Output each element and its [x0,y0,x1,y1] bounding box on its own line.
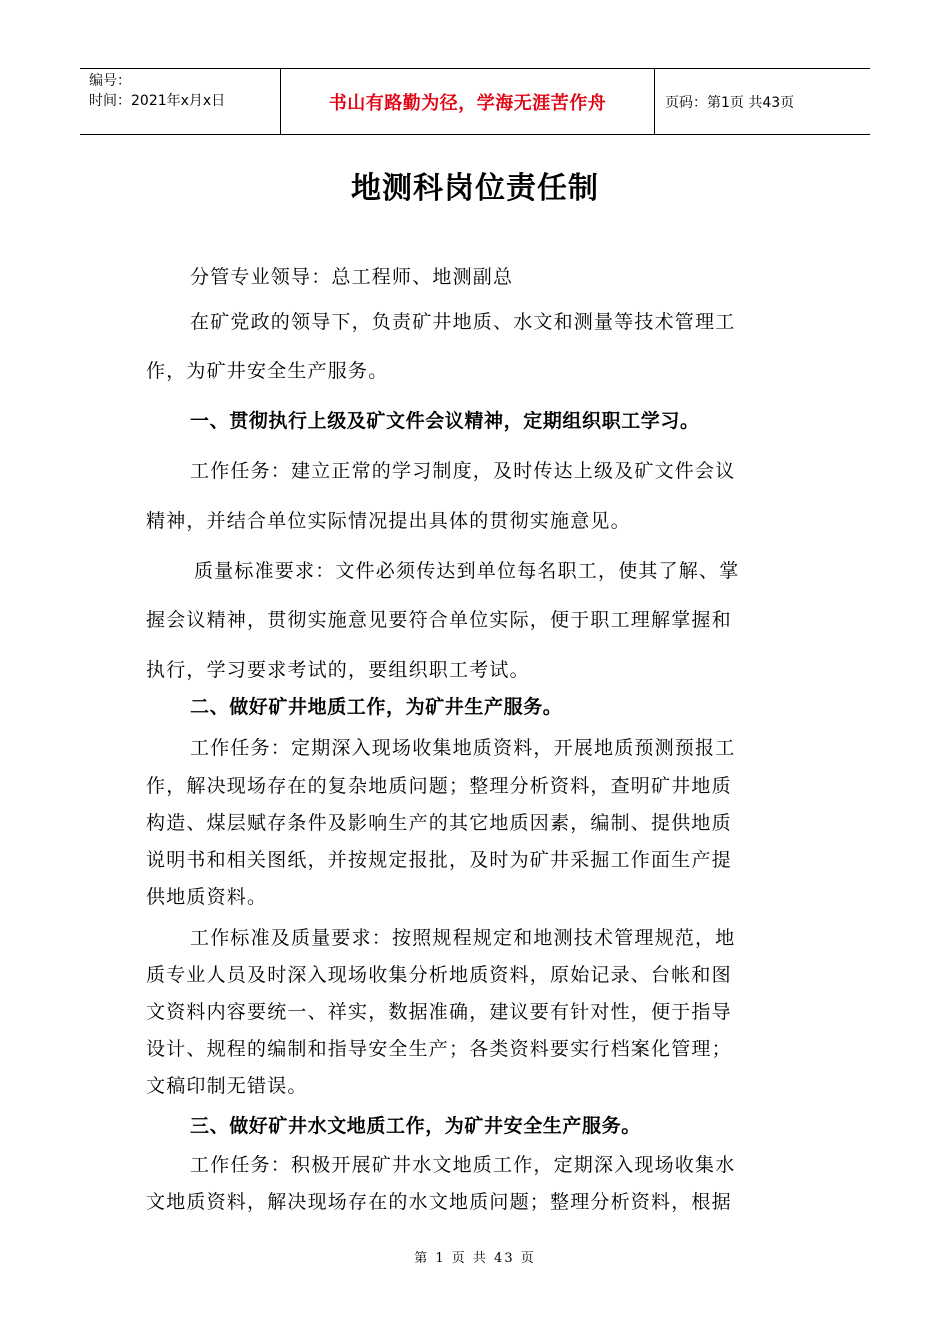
header-meta-cell [80,69,281,134]
header-page-number: 页码：第1页 共43页 [665,94,795,111]
document-number-label: 编号： [89,73,131,89]
header-motto: 书山有路勤为径，学海无涯苦作舟 [328,92,607,114]
paragraph-line: 分管专业领导：总工程师、地测副总 [190,266,514,288]
page-footer: 第 1 页 共 43 页 [414,1251,536,1266]
paragraph-line: 在矿党政的领导下，负责矿井地质、水文和测量等技术管理工 [190,311,736,333]
paragraph-line: 说明书和相关图纸，并按规定报批，及时为矿井采掘工作面生产提 [146,849,732,871]
paragraph-line: 质专业人员及时深入现场收集分析地质资料，原始记录、台帐和图 [146,964,732,986]
paragraph-line: 设计、规程的编制和指导安全生产；各类资料要实行档案化管理； [146,1038,732,1060]
paragraph-line: 作，为矿井安全生产服务。 [146,360,389,382]
paragraph-line: 作，解决现场存在的复杂地质问题；整理分析资料，查明矿井地质 [146,775,732,797]
paragraph-line: 文资料内容要统一、祥实，数据准确，建议要有针对性，便于指导 [146,1001,732,1023]
header-motto-cell [281,69,655,134]
paragraph-line: 构造、煤层赋存条件及影响生产的其它地质因素，编制、提供地质 [146,812,732,834]
paragraph-line: 握会议精神，贯彻实施意见要符合单位实际，便于职工理解掌握和 [146,609,732,631]
section-heading-3: 三、做好矿井水文地质工作，为矿井安全生产服务。 [190,1115,641,1137]
paragraph-line: 工作任务：建立正常的学习制度，及时传达上级及矿文件会议 [190,460,736,482]
paragraph-line: 文稿印制无错误。 [146,1075,308,1097]
header-page-cell [655,69,870,134]
document-title: 地测科岗位责任制 [351,171,599,206]
paragraph-line: 精神，并结合单位实际情况提出具体的贯彻实施意见。 [146,510,631,532]
section-heading-1: 一、贯彻执行上级及矿文件会议精神，定期组织职工学习。 [190,410,700,432]
section-heading-2: 二、做好矿井地质工作，为矿井生产服务。 [190,696,563,718]
paragraph-line: 工作任务：积极开展矿井水文地质工作，定期深入现场收集水 [190,1154,736,1176]
paragraph-line: 质量标准要求：文件必须传达到单位每名职工，使其了解、掌 [194,560,740,582]
paragraph-line: 工作标准及质量要求：按照规程规定和地测技术管理规范，地 [190,927,736,949]
paragraph-line: 供地质资料。 [146,886,268,908]
paragraph-line: 工作任务：定期深入现场收集地质资料，开展地质预测预报工 [190,737,736,759]
paragraph-line: 文地质资料，解决现场存在的水文地质问题；整理分析资料，根据 [146,1191,732,1213]
paragraph-line: 执行，学习要求考试的，要组织职工考试。 [146,659,530,681]
document-header [80,68,870,135]
document-date-label: 时间：2021年x月x日 [89,93,226,109]
